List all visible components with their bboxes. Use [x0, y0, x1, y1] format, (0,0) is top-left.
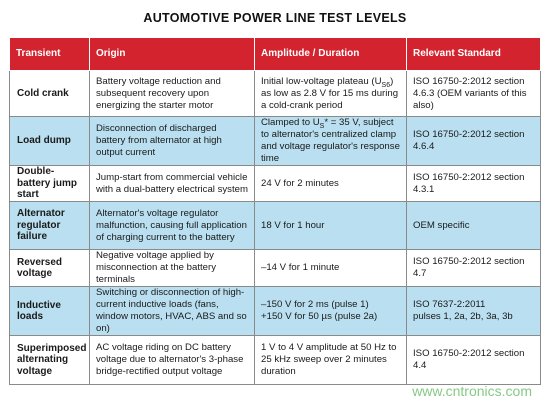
standard-cell: ISO 16750-2:2012 section 4.6.3 (OEM variants of this also)	[407, 71, 541, 117]
table-row	[10, 250, 541, 287]
header-relevant-standard: Relevant Standard	[407, 38, 541, 71]
transient-cell: Load dump	[10, 117, 90, 166]
transient-cell: Cold crank	[10, 71, 90, 117]
origin-cell: Negative voltage applied by misconnection at the battery terminals	[90, 250, 255, 287]
origin-cell: Switching or disconnection of high-current inductive loads (fans, window motors, HVAC, ABS and so on)	[90, 287, 255, 336]
origin-cell: Alternator's voltage regulator malfunction, causing full application of charging current to the battery	[90, 202, 255, 250]
transient-cell: Inductive loads	[10, 287, 90, 336]
table-header-row	[10, 38, 541, 71]
transient-cell: Superimposed alternating voltage	[10, 336, 90, 385]
amplitude-cell: 18 V for 1 hour	[255, 202, 407, 250]
transient-cell: Reversed voltage	[10, 250, 90, 287]
amplitude-cell: –150 V for 2 ms (pulse 1) +150 V for 50 µs (pulse 2a)	[255, 287, 407, 336]
origin-cell: Battery voltage reduction and subsequent recovery upon energizing the starter motor	[90, 71, 255, 117]
standard-cell: ISO 7637-2:2011 pulses 1, 2a, 2b, 3a, 3b	[407, 287, 541, 336]
standard-cell: ISO 16750-2:2012 section 4.4	[407, 336, 541, 385]
header-transient: Transient	[10, 38, 90, 71]
standard-cell: ISO 16750-2:2012 section 4.3.1	[407, 166, 541, 202]
header-amplitude-duration: Amplitude / Duration	[255, 38, 407, 71]
table-row	[10, 117, 541, 166]
table-row	[10, 202, 541, 250]
standard-cell: ISO 16750-2:2012 section 4.6.4	[407, 117, 541, 166]
transient-cell: Alternator regulator failure	[10, 202, 90, 250]
table-row	[10, 287, 541, 336]
standard-cell: OEM specific	[407, 202, 541, 250]
origin-cell: Disconnection of discharged battery from alternator at high output current	[90, 117, 255, 166]
table-row	[10, 71, 541, 117]
amplitude-cell: Initial low-voltage plateau $(U_{S6})$ as low as 2.8 V for 15 ms during a cold-crank period	[255, 71, 407, 117]
watermark-text: www.cntronics.com	[412, 383, 532, 399]
amplitude-cell: 24 V for 2 minutes	[255, 166, 407, 202]
amplitude-cell: Clamped to $U_S* = 35$ V, subject to alternator's centralized clamp and voltage regulator's response time	[255, 117, 407, 166]
amplitude-cell: –14 V for 1 minute	[255, 250, 407, 287]
table-row	[10, 336, 541, 385]
standard-cell: ISO 16750-2:2012 section 4.7	[407, 250, 541, 287]
amplitude-cell: 1 V to 4 V amplitude at 50 Hz to 25 kHz sweep over 2 minutes duration	[255, 336, 407, 385]
test-levels-table	[9, 37, 541, 385]
transient-cell: Double-battery jump start	[10, 166, 90, 202]
page-title: AUTOMOTIVE POWER LINE TEST LEVELS	[143, 11, 407, 25]
table-row	[10, 166, 541, 202]
header-origin: Origin	[90, 38, 255, 71]
origin-cell: Jump-start from commercial vehicle with a dual-battery electrical system	[90, 166, 255, 202]
origin-cell: AC voltage riding on DC battery voltage due to alternator's 3-phase bridge-rectified output voltage	[90, 336, 255, 385]
